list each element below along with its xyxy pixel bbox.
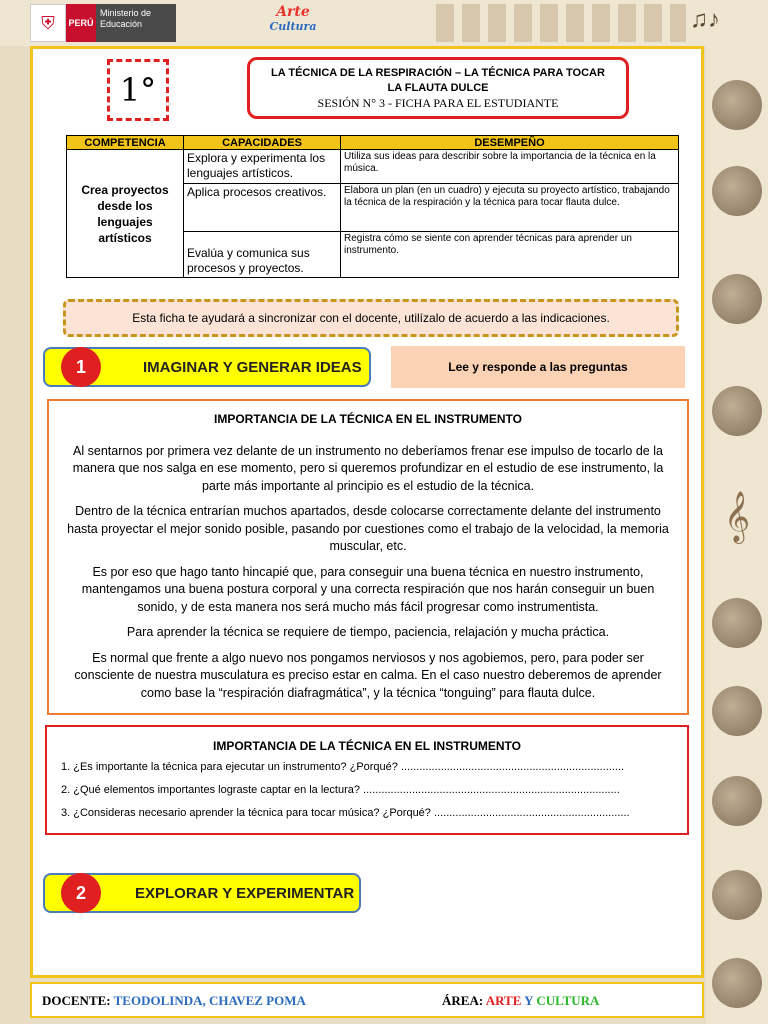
session-title-box: [247, 57, 629, 119]
docente-field: [42, 993, 306, 1009]
competency-table: [66, 135, 679, 278]
logo-ministry-text: Ministerio de Educación: [96, 4, 176, 42]
reading-paragraph: Al sentarnos por primera vez delante de un instrumento no deberíamos frenar ese impulso de tocarlo de la manera que nos salga en ese momento, pero si queremos profundizar en el estudio de ese instrumento, la parte más importante al principio es el estudio de la técnica.: [72, 443, 664, 493]
desempeno-cell: Utiliza sus ideas para describir sobre la importancia de la técnica en la música.: [341, 150, 679, 184]
title-line2: LA FLAUTA DULCE: [387, 82, 489, 94]
col-header-competencia: COMPETENCIA: [67, 136, 184, 150]
step1-number: 1: [61, 347, 101, 387]
side-decoration-strip: [706, 46, 768, 1024]
area-cultura: CULTURA: [536, 993, 600, 1008]
peru-shield-icon: ⛨: [30, 4, 66, 42]
reading-paragraph: Es normal que frente a algo nuevo nos pongamos nerviosos y nos agobiemos, pero, para poder ser consciente de nuestra musculatura es preciso estar en calma. En el caso nuestro deberemos de aprender como base la “respiración diafragmática”, y la técnica “tonguing” para flauta dulce.: [74, 650, 662, 700]
step2-banner: [43, 873, 361, 913]
worksheet-page: [30, 46, 704, 978]
area-y: Y: [524, 993, 534, 1008]
col-header-capacidades: CAPACIDADES: [184, 136, 341, 150]
docente-label: DOCENTE:: [42, 993, 111, 1008]
bust-art: [712, 166, 762, 216]
reading-paragraph: Para aprender la técnica se requiere de tiempo, paciencia, relajación y mucha práctica.: [126, 625, 610, 639]
grade-badge: 1°: [107, 59, 169, 121]
paint-palette-art: [712, 958, 762, 1008]
dancers-art: [712, 686, 762, 736]
area-field: [442, 993, 599, 1009]
title-line1: LA TÉCNICA DE LA RESPIRACIÓN – LA TÉCNICA PARA TOCAR: [271, 67, 605, 79]
figure-art: [712, 870, 762, 920]
music-notes-icon: ♫♪: [690, 6, 720, 33]
header-art-figures: [436, 4, 686, 42]
question-item: 1. ¿Es importante la técnica para ejecutar un instrumento? ¿Porqué? .........................................................................: [61, 761, 625, 773]
dancer-art: [712, 776, 762, 826]
step2-label: EXPLORAR Y EXPERIMENTAR: [135, 884, 355, 902]
questions-title: IMPORTANCIA DE LA TÉCNICA EN EL INSTRUMENTO: [212, 739, 521, 753]
capacidad-cell: Aplica procesos creativos.: [184, 184, 341, 232]
arte-cultura-logo: [258, 4, 328, 42]
minedu-logo: [30, 4, 176, 42]
competencia-cell: Crea proyectos desde los lenguajes artísticos: [67, 150, 184, 278]
footer-bar: [30, 982, 704, 1018]
area-label: ÁREA:: [442, 993, 484, 1008]
question-item: 2. ¿Qué elementos importantes lograste captar en la lectura? ....................................................................................: [61, 784, 620, 796]
step2-number: 2: [61, 873, 101, 913]
title-line3: SESIÓN N° 3 - FICHA PARA EL ESTUDIANTE: [317, 96, 559, 110]
question-item: 3. ¿Consideras necesario aprender la técnica para tocar música? ¿Porqué? ................................................................: [61, 807, 630, 819]
brand-cultura: Cultura: [269, 20, 317, 33]
desempeno-cell: Registra cómo se siente con aprender técnicas para aprender un instrumento.: [341, 232, 679, 278]
desempeno-cell: Elabora un plan (en un cuadro) y ejecuta su proyecto artístico, trabajando la técnica de la respiración y la técnica para tocar flauta dulce.: [341, 184, 679, 232]
brand-arte: Arte: [276, 4, 310, 20]
reading-paragraph: Dentro de la técnica entrarían muchos apartados, desde colocarse correctamente delante del instrumento hasta proyectar el mejor sonido posible, pasando por cuestiones como el trabajo de la velocidad, la memoria muscular, etc.: [67, 504, 669, 553]
guitar-icon: [712, 386, 762, 436]
sync-notice: Esta ficha te ayudará a sincronizar con el docente, utilízalo de acuerdo a las indicaciones.: [63, 299, 679, 337]
reading-box: [47, 399, 689, 715]
step1-label: IMAGINAR Y GENERAR IDEAS: [143, 358, 362, 376]
col-header-desempeno: DESEMPEÑO: [341, 136, 679, 150]
reading-title: IMPORTANCIA DE LA TÉCNICA EN EL INSTRUMENTO: [213, 412, 522, 426]
logo-peru-text: PERÚ: [66, 4, 96, 42]
musician-art: [712, 274, 762, 324]
treble-clef-icon: 𝄞: [723, 491, 750, 542]
step1-banner: [43, 347, 371, 387]
area-arte: ARTE: [485, 993, 522, 1008]
capacidad-cell: Explora y experimenta los lenguajes artísticos.: [184, 150, 341, 184]
sculpture-art: [712, 80, 762, 130]
instruction-box: Lee y responde a las preguntas: [391, 346, 685, 388]
reading-paragraph: Es por eso que hago tanto hincapié que, para conseguir una buena técnica en nuestro instrumento, mantengamos una buena postura corporal y una correcta respiración que nos harán conseguir un buen sonido, y de esta manera nos será mucho más fácil progresar como instrumentista.: [81, 564, 655, 614]
masks-art: [712, 598, 762, 648]
docente-value: TEODOLINDA, CHAVEZ POMA: [113, 993, 306, 1008]
capacidad-cell: Evalúa y comunica sus procesos y proyectos.: [184, 232, 341, 278]
questions-box: [45, 725, 689, 835]
